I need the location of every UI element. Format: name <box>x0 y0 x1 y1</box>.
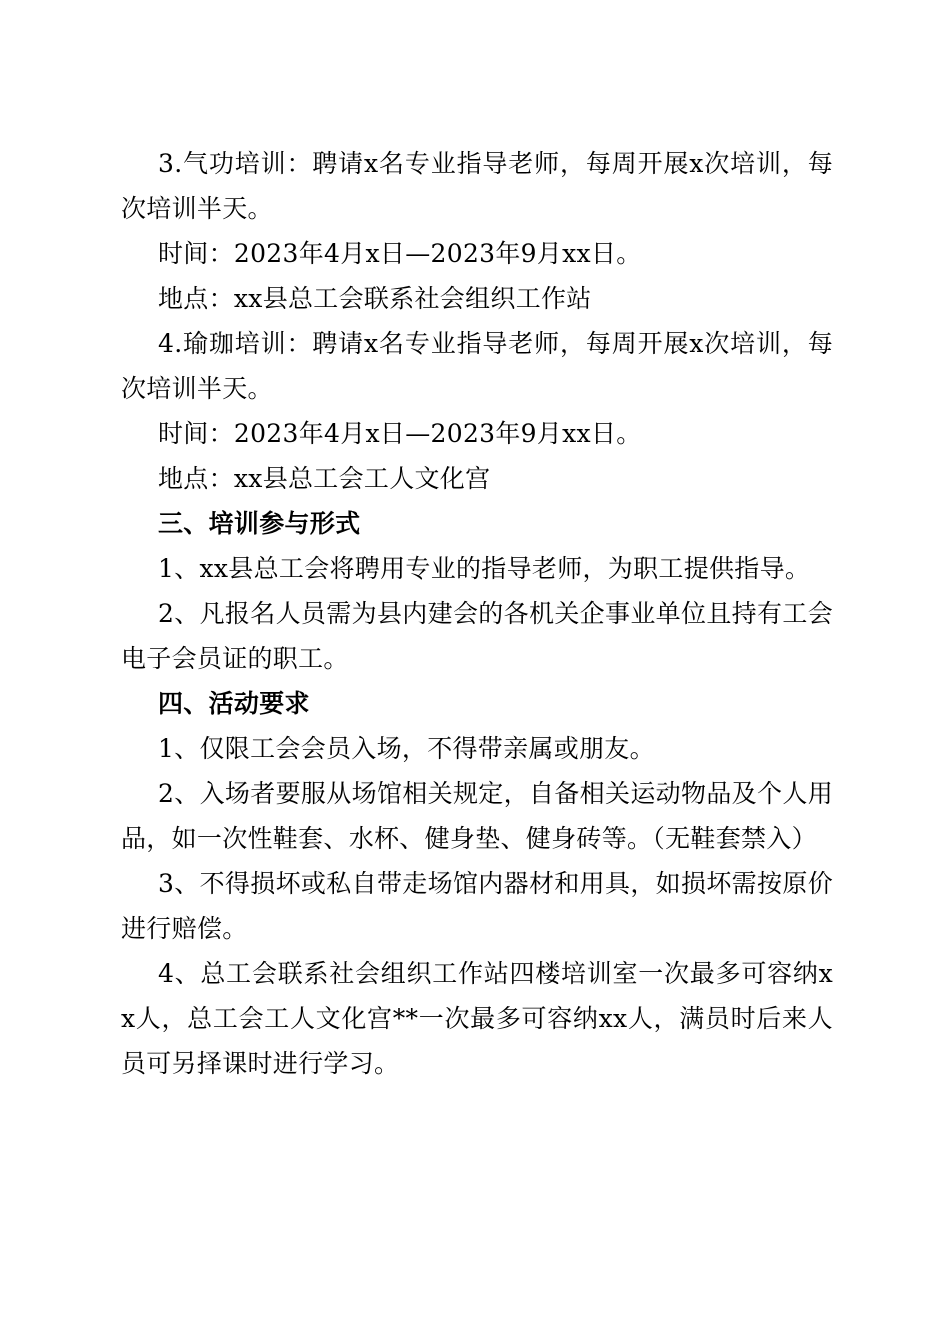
paragraph-requirement-4: 4、总工会联系社会组织工作站四楼培训室一次最多可容纳xx人，总工会工人文化宫**一次最多可容纳xx人，满员时后来人员可另择课时进行学习。 <box>121 959 833 1078</box>
paragraph-requirement-1: 1、仅限工会会员入场，不得带亲属或朋友。 <box>158 734 655 763</box>
paragraph-yoga-location: 地点：xx县总工会工人文化宫 <box>158 464 491 493</box>
paragraph-qigong-time: 时间：2023年4月x日—2023年9月xx日。 <box>158 239 642 268</box>
section-heading-participation: 三、培训参与形式 <box>158 509 361 538</box>
paragraph-yoga-training: 4.瑜珈培训：聘请x名专业指导老师，每周开展x次培训，每次培训半天。 <box>121 329 833 403</box>
paragraph-requirement-3: 3、不得损坏或私自带走场馆内器材和用具，如损坏需按原价进行赔偿。 <box>121 869 833 943</box>
paragraph-requirement-2: 2、入场者要服从场馆相关规定，自备相关运动物品及个人用品，如一次性鞋套、水杯、健身垫、健身砖等。（无鞋套禁入） <box>121 779 833 853</box>
paragraph-qigong-location: 地点：xx县总工会联系社会组织工作站 <box>158 284 592 313</box>
paragraph-participation-1: 1、xx县总工会将聘用专业的指导老师，为职工提供指导。 <box>158 554 811 583</box>
paragraph-participation-2: 2、凡报名人员需为县内建会的各机关企事业单位且持有工会电子会员证的职工。 <box>121 599 833 673</box>
document-body <box>121 141 833 1086</box>
section-heading-requirements: 四、活动要求 <box>158 689 310 718</box>
paragraph-qigong-training: 3.气功培训：聘请x名专业指导老师，每周开展x次培训，每次培训半天。 <box>121 149 833 223</box>
paragraph-yoga-time: 时间：2023年4月x日—2023年9月xx日。 <box>158 419 642 448</box>
